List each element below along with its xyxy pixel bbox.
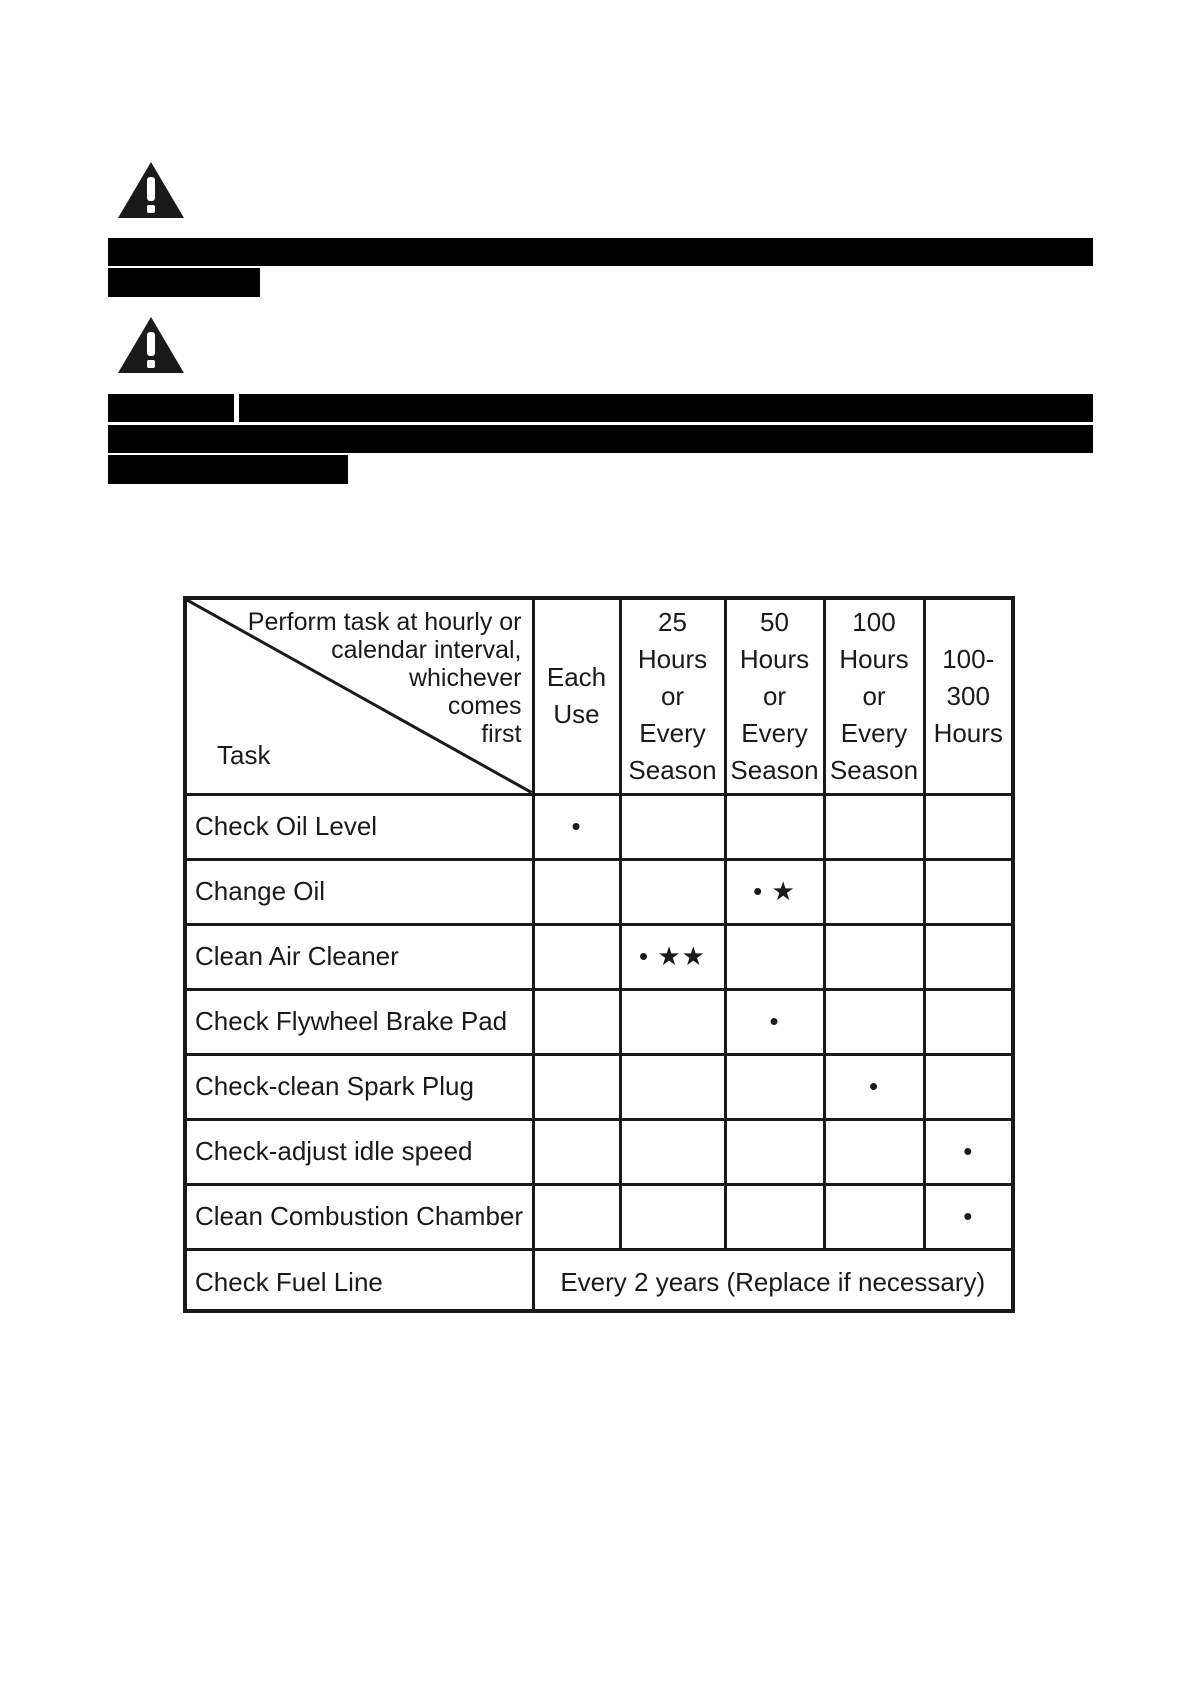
redacted-warning-text-line — [239, 394, 1093, 422]
column-header-each-use — [533, 600, 620, 794]
redacted-warning-text-line — [108, 268, 260, 297]
interval-mark: • ★ — [725, 859, 824, 924]
column-header-line: Season — [628, 754, 717, 785]
task-name: Check-clean Spark Plug — [187, 1054, 533, 1119]
interval-mark — [725, 924, 824, 989]
column-header-line: 300 — [946, 680, 990, 711]
interval-mark — [533, 1119, 620, 1184]
interval-mark — [620, 1184, 725, 1249]
header-row — [187, 600, 1011, 794]
interval-mark — [924, 989, 1011, 1054]
table-row — [187, 1054, 1011, 1119]
interval-mark — [824, 1184, 924, 1249]
task-name: Check Flywheel Brake Pad — [187, 989, 533, 1054]
interval-mark — [725, 1119, 824, 1184]
column-header-line: Season — [829, 754, 919, 785]
interval-mark — [824, 859, 924, 924]
column-header-line: or — [862, 680, 886, 711]
column-header-100-300-hours — [924, 600, 1011, 794]
interval-mark — [533, 1184, 620, 1249]
task-name: Check-adjust idle speed — [187, 1119, 533, 1184]
interval-line: whichever — [408, 664, 522, 692]
interval-mark — [924, 794, 1011, 859]
interval-mark — [533, 1054, 620, 1119]
table-row — [187, 794, 1011, 859]
interval-mark: • — [824, 1054, 924, 1119]
interval-line: comes — [447, 692, 522, 720]
column-header-line: 100 — [852, 606, 896, 637]
table-row — [187, 1184, 1011, 1249]
interval-mark — [824, 794, 924, 859]
interval-mark — [824, 1119, 924, 1184]
interval-mark — [725, 1054, 824, 1119]
column-header-line: Hours — [839, 643, 909, 674]
redacted-warning-text-line — [108, 455, 348, 484]
task-name: Check Fuel Line — [187, 1249, 533, 1313]
column-header-line: Every — [840, 717, 908, 748]
column-header-line: or — [762, 680, 787, 711]
task-name: Clean Combustion Chamber — [187, 1184, 533, 1249]
maintenance-schedule-table — [183, 596, 1015, 1313]
table-row — [187, 1119, 1011, 1184]
column-header-50-hours — [725, 600, 824, 794]
column-header-line: Hours — [739, 643, 810, 674]
interval-mark — [725, 794, 824, 859]
interval-mark — [924, 1054, 1011, 1119]
table-row — [187, 859, 1011, 924]
redacted-warning-text-line — [108, 425, 1093, 453]
interval-mark: • — [533, 794, 620, 859]
warning-triangle-icon — [116, 160, 186, 220]
table-row — [187, 924, 1011, 989]
warning-triangle-icon — [116, 315, 186, 375]
table-row — [187, 989, 1011, 1054]
redacted-warning-text-line — [108, 238, 1093, 266]
corner-header-cell — [187, 600, 533, 794]
column-header-line: Hours — [933, 717, 1003, 748]
interval-mark — [924, 924, 1011, 989]
task-name: Check Oil Level — [187, 794, 533, 859]
task-name: Change Oil — [187, 859, 533, 924]
column-header-25-hours — [620, 600, 725, 794]
interval-mark: • — [725, 989, 824, 1054]
column-header-line: Season — [730, 754, 819, 785]
interval-mark — [620, 1119, 725, 1184]
interval-mark — [725, 1184, 824, 1249]
task-name: Clean Air Cleaner — [187, 924, 533, 989]
interval-mark — [533, 924, 620, 989]
interval-line: first — [481, 720, 522, 748]
interval-mark — [620, 794, 725, 859]
column-header-line: 100- — [942, 643, 995, 674]
column-header-line: Hours — [637, 643, 708, 674]
interval-mark — [924, 859, 1011, 924]
interval-mark — [533, 989, 620, 1054]
interval-mark — [620, 859, 725, 924]
interval-mark — [824, 924, 924, 989]
interval-mark — [620, 989, 725, 1054]
interval-mark: • — [924, 1119, 1011, 1184]
interval-mark: • — [924, 1184, 1011, 1249]
interval-line: Perform task at hourly or — [247, 608, 522, 636]
column-header-line: 25 — [658, 606, 687, 637]
column-header-line: 50 — [760, 606, 789, 637]
interval-mark — [824, 989, 924, 1054]
redacted-warning-text-line — [108, 394, 234, 422]
column-header-line: Every — [639, 717, 706, 748]
interval-mark — [620, 1054, 725, 1119]
interval-mark — [533, 859, 620, 924]
column-header-line: Every — [741, 717, 808, 748]
table-row — [187, 1249, 1011, 1313]
column-header-line: Each — [546, 662, 607, 693]
column-header-line: or — [660, 680, 685, 711]
column-header-line: Use — [553, 699, 600, 730]
interval-mark: • ★★ — [620, 924, 725, 989]
interval-instruction — [202, 608, 522, 748]
interval-line: calendar interval, — [331, 636, 522, 664]
fuel-line-interval-note: Every 2 years (Replace if necessary) — [533, 1249, 1011, 1313]
column-header-100-hours — [824, 600, 924, 794]
task-column-label: Task — [217, 739, 271, 770]
